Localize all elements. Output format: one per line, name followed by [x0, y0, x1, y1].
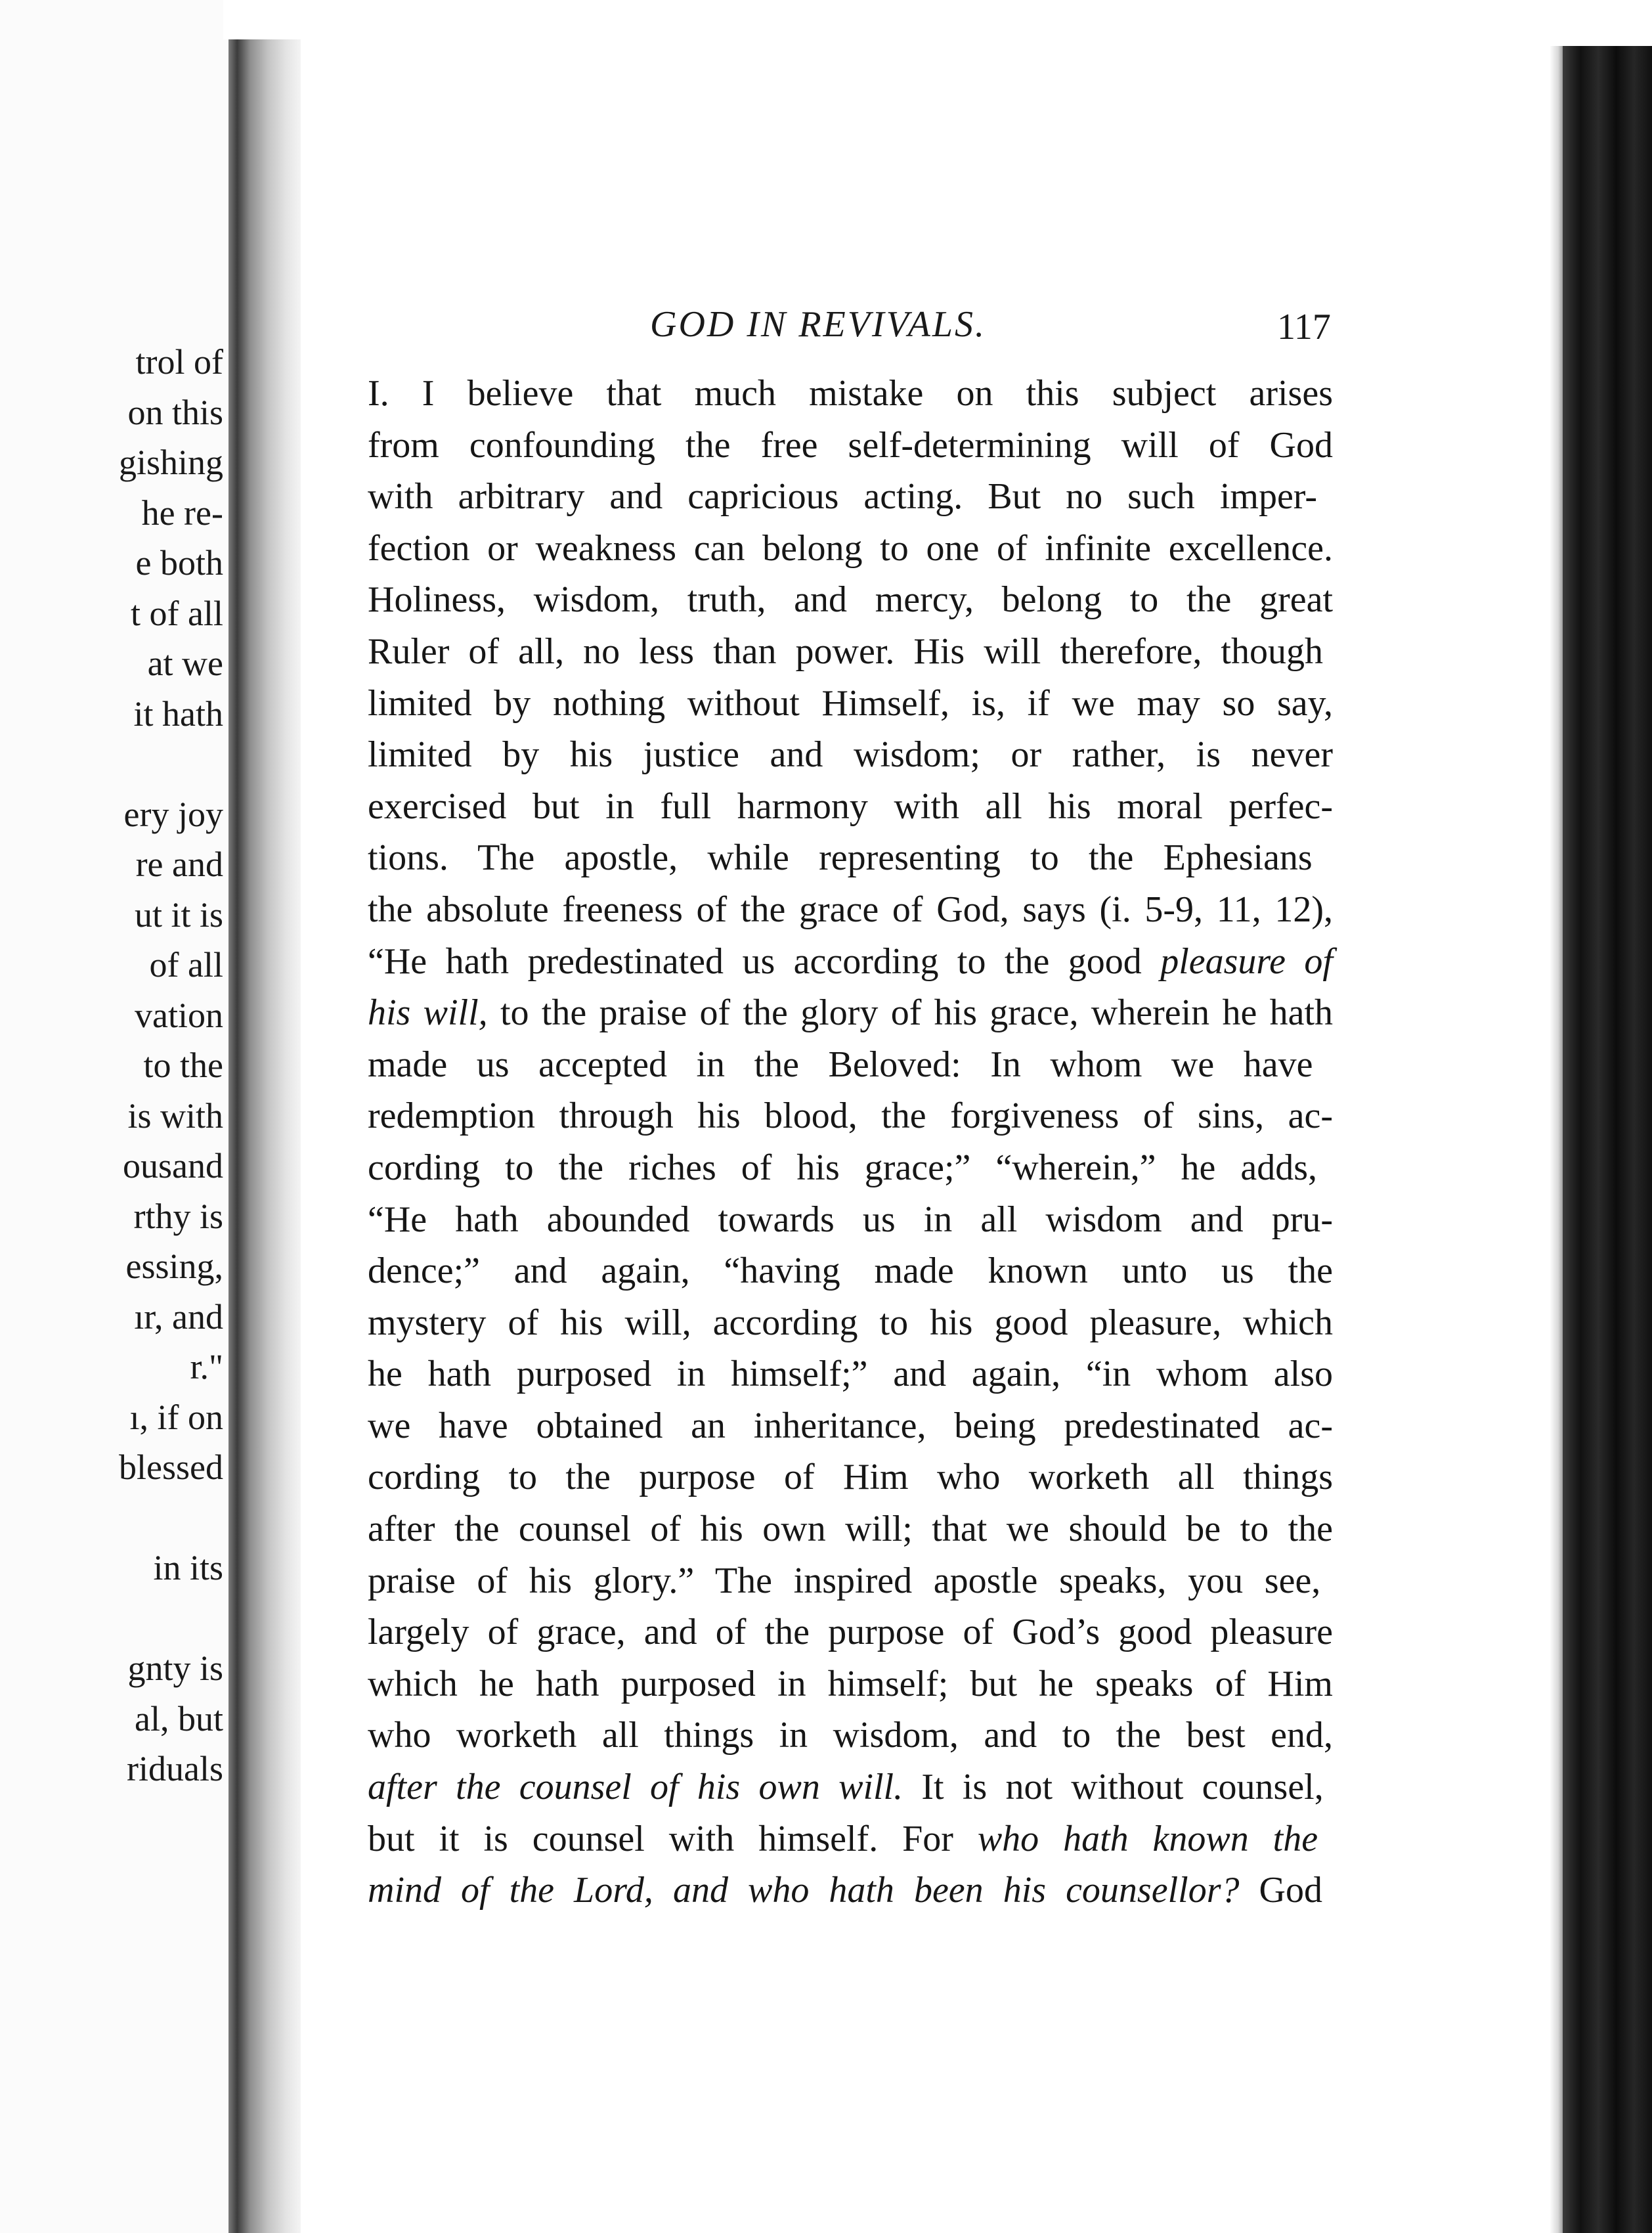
running-head: GOD IN REVIVALS.	[650, 304, 986, 345]
text-run: made us accepted in the Beloved: In whom we have	[368, 1044, 1313, 1085]
facing-page-line: essing,	[125, 1247, 223, 1286]
text-run: limited by his justice and wisdom; or rather, is never	[368, 734, 1333, 776]
body-line	[368, 1090, 1333, 1142]
body-text	[368, 368, 1333, 1916]
text-run: praise of his glory.” The inspired apostle speaks, you see,	[368, 1560, 1321, 1601]
facing-page-line: vation	[135, 995, 223, 1035]
text-run: from confounding the free self-determining will of God	[368, 424, 1333, 466]
text-run: after the counsel of his own will; that we should be to the	[368, 1509, 1333, 1550]
book-edge	[1563, 39, 1652, 2233]
italic-text: after the counsel of his own will.	[368, 1767, 903, 1808]
text-run: cording to the riches of his grace;” “wherein,” he adds,	[368, 1147, 1317, 1188]
body-line	[368, 678, 1333, 730]
facing-page-line: he re-	[141, 493, 223, 533]
facing-page	[0, 0, 230, 2233]
body-line	[368, 1710, 1333, 1761]
text-run: mystery of his will, according to his good pleasure, which	[368, 1302, 1333, 1343]
facing-page-line: ousand	[123, 1146, 223, 1185]
body-line	[368, 1245, 1333, 1297]
facing-page-line: t of all	[131, 593, 223, 633]
text-run: “He hath abounded towards us in all wisdom and pru-	[368, 1199, 1333, 1240]
facing-page-line: ır, and	[134, 1296, 223, 1337]
body-line	[368, 1400, 1333, 1452]
text-run: cording to the purpose of Him who worketh all things	[368, 1457, 1333, 1498]
facing-page-line: rthy is	[133, 1196, 223, 1236]
body-line	[368, 1555, 1320, 1607]
body-line	[368, 1503, 1333, 1555]
facing-page-line: e both	[135, 543, 223, 583]
text-run: “He hath predestinated us according to the good	[368, 940, 1161, 982]
body-line	[368, 1194, 1333, 1246]
body-line	[368, 626, 1323, 678]
facing-page-line: gishing	[118, 443, 223, 482]
page-number: 117	[1277, 307, 1331, 347]
text-run: largely of grace, and of the purpose of God’s good pleasure	[368, 1612, 1333, 1653]
facing-page-line: is with	[127, 1095, 223, 1136]
text-run: Ruler of all, no less than power. His will therefore, though	[368, 630, 1323, 672]
body-line	[368, 729, 1333, 781]
facing-page-line: to the	[143, 1046, 223, 1085]
facing-page-line: in its	[153, 1548, 223, 1587]
text-run: tions. The apostle, while representing to the Ephesians	[368, 837, 1313, 879]
text-run: the absolute freeness of the grace of God, says (i. 5-9, 11, 12),	[368, 889, 1333, 930]
text-run: who worketh all things in wisdom, and to the best end,	[368, 1715, 1333, 1756]
facing-page-line: blessed	[119, 1448, 223, 1487]
body-line	[368, 420, 1333, 472]
italic-text: pleasure of	[1160, 940, 1333, 982]
body-line	[368, 1297, 1333, 1349]
text-run: God	[1239, 1870, 1322, 1911]
facing-page-line: trol of	[135, 342, 223, 382]
body-line	[368, 832, 1313, 884]
body-line	[368, 1658, 1333, 1710]
text-run: limited by nothing without Himself, is, if we may so say,	[368, 682, 1333, 724]
italic-text: mind of the Lord, and who hath been his counsellor?	[368, 1870, 1240, 1911]
facing-page-line: on this	[127, 392, 223, 432]
body-line	[368, 1451, 1333, 1503]
body-line	[368, 936, 1333, 988]
body-line	[368, 1348, 1333, 1400]
facing-page-line: of all	[149, 945, 223, 984]
facing-page-line: ery joy	[123, 794, 223, 834]
body-line	[368, 987, 1333, 1039]
text-run: fection or weakness can belong to one of infinite excellence.	[368, 527, 1333, 569]
text-run: dence;” and again, “having made known unto us the	[368, 1250, 1333, 1292]
facing-page-line: at we	[147, 644, 223, 683]
facing-page-line: al, but	[135, 1698, 223, 1738]
text-run: It is not without counsel,	[903, 1767, 1324, 1808]
body-line	[368, 523, 1333, 575]
body-line	[368, 471, 1317, 523]
italic-text: who hath known the	[977, 1818, 1318, 1859]
body-line	[368, 1142, 1317, 1194]
edge-top-margin	[1536, 0, 1652, 46]
body-line	[368, 1606, 1333, 1658]
facing-page-line: gnty is	[127, 1648, 223, 1688]
text-run: with arbitrary and capricious acting. But no such imper-	[368, 476, 1317, 518]
facing-page-line: it hath	[133, 694, 223, 734]
text-run: Holiness, wisdom, truth, and mercy, belong to the great	[368, 579, 1333, 621]
body-line	[368, 1813, 1318, 1865]
text-run: which he hath purposed in himself; but he speaks of Him	[368, 1663, 1333, 1704]
text-run: exercised but in full harmony with all his moral perfec-	[368, 785, 1333, 827]
book-gutter-shadow	[228, 26, 301, 2233]
body-line	[368, 884, 1333, 936]
facing-page-line: riduals	[127, 1749, 223, 1788]
text-run: to the praise of the glory of his grace, wherein he hath	[487, 992, 1334, 1034]
body-line	[368, 1761, 1324, 1813]
facing-page-line: ı, if on	[129, 1397, 223, 1437]
italic-text: his will,	[368, 992, 488, 1034]
facing-page-line: re and	[135, 845, 223, 884]
body-line	[368, 1865, 1322, 1916]
text-run: but it is counsel with himself. For	[368, 1818, 978, 1859]
text-run: we have obtained an inheritance, being predestinated ac-	[368, 1405, 1333, 1446]
facing-page-line: r."	[190, 1347, 223, 1386]
body-line	[368, 574, 1333, 626]
text-run: redemption through his blood, the forgiveness of sins, ac-	[368, 1095, 1333, 1137]
gutter-top-margin	[223, 0, 309, 39]
text-run: he hath purposed in himself;” and again, “in whom also	[368, 1354, 1333, 1395]
body-line	[368, 781, 1333, 833]
body-line	[368, 1039, 1313, 1091]
text-run: I. I believe that much mistake on this subject arises	[368, 373, 1333, 414]
facing-page-line: ut it is	[134, 895, 223, 935]
body-line	[368, 368, 1333, 420]
